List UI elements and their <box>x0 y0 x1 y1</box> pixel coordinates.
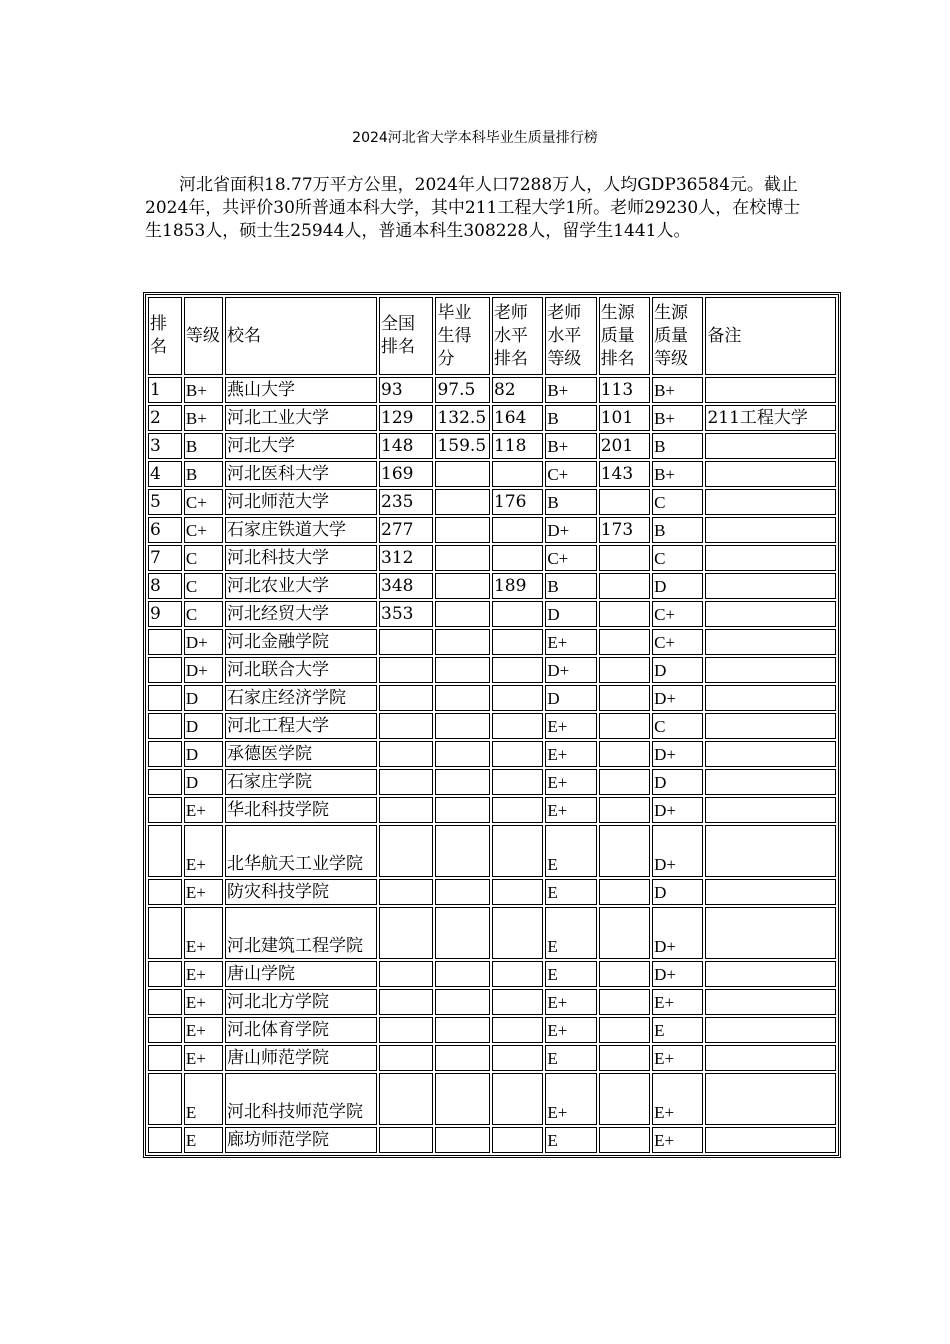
cell-national-rank <box>379 685 433 711</box>
cell-grade: B <box>184 433 223 459</box>
cell-school-name: 河北北方学院 <box>225 989 377 1015</box>
cell-student-quality-rank <box>599 601 650 627</box>
table-row <box>148 797 836 823</box>
cell-student-quality-rank <box>599 1017 650 1043</box>
cell-teacher-rank <box>492 601 543 627</box>
cell-teacher-rank <box>492 769 543 795</box>
header-student-quality-rank: 生源质量排名 <box>599 297 650 375</box>
cell-grade: E <box>184 1073 223 1125</box>
cell-student-quality-grade: C <box>652 489 703 515</box>
cell-grade: C <box>184 545 223 571</box>
cell-grade: E+ <box>184 1017 223 1043</box>
table-row <box>148 489 836 515</box>
cell-national-rank <box>379 879 433 905</box>
cell-school-name: 承德医学院 <box>225 741 377 767</box>
cell-student-quality-grade: D <box>652 573 703 599</box>
cell-school-name: 河北工程大学 <box>225 713 377 739</box>
cell-student-quality-rank <box>599 629 650 655</box>
table-row <box>148 377 836 403</box>
cell-teacher-grade: B <box>545 489 596 515</box>
cell-school-name: 防灾科技学院 <box>225 879 377 905</box>
cell-graduate-score: 132.5 <box>435 405 489 431</box>
cell-rank <box>148 825 182 877</box>
cell-graduate-score <box>435 879 489 905</box>
cell-graduate-score <box>435 573 489 599</box>
cell-school-name: 河北建筑工程学院 <box>225 907 377 959</box>
ranking-table <box>143 292 841 1158</box>
cell-grade: E+ <box>184 907 223 959</box>
cell-student-quality-grade: D+ <box>652 685 703 711</box>
cell-student-quality-grade: E+ <box>652 989 703 1015</box>
cell-teacher-rank <box>492 741 543 767</box>
cell-rank <box>148 797 182 823</box>
cell-student-quality-rank <box>599 989 650 1015</box>
table-row <box>148 961 836 987</box>
table-row <box>148 1017 836 1043</box>
cell-grade: D <box>184 769 223 795</box>
table-row <box>148 1073 836 1125</box>
header-grade: 等级 <box>184 297 223 375</box>
table-row <box>148 545 836 571</box>
cell-national-rank: 129 <box>379 405 433 431</box>
cell-grade: D+ <box>184 657 223 683</box>
cell-grade: E <box>184 1127 223 1153</box>
cell-graduate-score <box>435 907 489 959</box>
table-row <box>148 1045 836 1071</box>
cell-national-rank <box>379 741 433 767</box>
cell-remark <box>705 1127 836 1153</box>
table-row <box>148 741 836 767</box>
cell-teacher-grade: E <box>545 879 596 905</box>
cell-teacher-rank <box>492 1073 543 1125</box>
cell-graduate-score <box>435 1017 489 1043</box>
cell-teacher-grade: D+ <box>545 517 596 543</box>
cell-rank <box>148 1045 182 1071</box>
cell-teacher-grade: E+ <box>545 1073 596 1125</box>
cell-remark <box>705 961 836 987</box>
cell-student-quality-grade: B+ <box>652 405 703 431</box>
cell-national-rank: 348 <box>379 573 433 599</box>
cell-national-rank: 277 <box>379 517 433 543</box>
cell-teacher-grade: E+ <box>545 797 596 823</box>
cell-graduate-score <box>435 601 489 627</box>
cell-student-quality-rank: 143 <box>599 461 650 487</box>
cell-remark <box>705 601 836 627</box>
cell-remark <box>705 1073 836 1125</box>
cell-school-name: 北华航天工业学院 <box>225 825 377 877</box>
cell-rank: 9 <box>148 601 182 627</box>
cell-rank: 7 <box>148 545 182 571</box>
cell-remark: 211工程大学 <box>705 405 836 431</box>
cell-remark <box>705 989 836 1015</box>
cell-teacher-grade: E <box>545 1045 596 1071</box>
cell-student-quality-grade: E+ <box>652 1127 703 1153</box>
cell-student-quality-rank <box>599 489 650 515</box>
cell-remark <box>705 461 836 487</box>
cell-student-quality-rank <box>599 1073 650 1125</box>
table-row <box>148 433 836 459</box>
cell-graduate-score <box>435 489 489 515</box>
cell-school-name: 河北金融学院 <box>225 629 377 655</box>
cell-school-name: 河北经贸大学 <box>225 601 377 627</box>
cell-student-quality-grade: E+ <box>652 1045 703 1071</box>
cell-grade: D <box>184 741 223 767</box>
cell-remark <box>705 1045 836 1071</box>
cell-school-name: 燕山大学 <box>225 377 377 403</box>
cell-remark <box>705 741 836 767</box>
table-row <box>148 657 836 683</box>
cell-teacher-grade: E+ <box>545 629 596 655</box>
table-row <box>148 825 836 877</box>
cell-teacher-rank <box>492 629 543 655</box>
cell-national-rank <box>379 797 433 823</box>
cell-remark <box>705 573 836 599</box>
cell-remark <box>705 377 836 403</box>
cell-student-quality-grade: C+ <box>652 601 703 627</box>
cell-school-name: 石家庄经济学院 <box>225 685 377 711</box>
cell-teacher-rank <box>492 907 543 959</box>
cell-teacher-grade: E <box>545 907 596 959</box>
cell-teacher-rank <box>492 657 543 683</box>
cell-teacher-grade: C+ <box>545 461 596 487</box>
table-row <box>148 713 836 739</box>
header-student-quality-grade: 生源质量等级 <box>652 297 703 375</box>
table-row <box>148 879 836 905</box>
cell-teacher-rank <box>492 825 543 877</box>
cell-grade: B+ <box>184 405 223 431</box>
table-row <box>148 405 836 431</box>
cell-remark <box>705 879 836 905</box>
cell-rank: 8 <box>148 573 182 599</box>
cell-teacher-rank <box>492 961 543 987</box>
cell-remark <box>705 545 836 571</box>
cell-rank <box>148 657 182 683</box>
cell-student-quality-rank <box>599 545 650 571</box>
cell-grade: E+ <box>184 1045 223 1071</box>
cell-student-quality-grade: B <box>652 517 703 543</box>
cell-graduate-score <box>435 769 489 795</box>
cell-graduate-score <box>435 1073 489 1125</box>
cell-teacher-grade: E+ <box>545 1017 596 1043</box>
cell-graduate-score <box>435 741 489 767</box>
cell-student-quality-rank <box>599 907 650 959</box>
cell-national-rank: 93 <box>379 377 433 403</box>
cell-student-quality-rank <box>599 879 650 905</box>
table-row <box>148 685 836 711</box>
cell-teacher-grade: E <box>545 1127 596 1153</box>
cell-school-name: 河北大学 <box>225 433 377 459</box>
cell-rank <box>148 741 182 767</box>
cell-graduate-score <box>435 657 489 683</box>
cell-rank <box>148 685 182 711</box>
cell-teacher-rank <box>492 461 543 487</box>
cell-rank <box>148 713 182 739</box>
cell-remark <box>705 629 836 655</box>
table-row <box>148 629 836 655</box>
cell-graduate-score <box>435 989 489 1015</box>
header-teacher-grade: 老师水平等级 <box>545 297 596 375</box>
cell-grade: C <box>184 573 223 599</box>
cell-grade: D <box>184 685 223 711</box>
cell-remark <box>705 797 836 823</box>
cell-grade: C+ <box>184 517 223 543</box>
cell-national-rank: 312 <box>379 545 433 571</box>
document-title: 2024河北省大学本科毕业生质量排行榜 <box>352 130 598 146</box>
table-header-row <box>148 297 836 375</box>
cell-school-name: 华北科技学院 <box>225 797 377 823</box>
cell-teacher-rank: 176 <box>492 489 543 515</box>
cell-graduate-score <box>435 461 489 487</box>
cell-teacher-rank <box>492 797 543 823</box>
cell-grade: C+ <box>184 489 223 515</box>
cell-graduate-score <box>435 629 489 655</box>
cell-student-quality-rank <box>599 961 650 987</box>
cell-student-quality-rank <box>599 797 650 823</box>
cell-grade: E+ <box>184 989 223 1015</box>
cell-student-quality-grade: E+ <box>652 1073 703 1125</box>
cell-teacher-rank <box>492 1017 543 1043</box>
cell-national-rank <box>379 657 433 683</box>
cell-national-rank <box>379 713 433 739</box>
cell-student-quality-grade: D <box>652 657 703 683</box>
cell-teacher-grade: D+ <box>545 657 596 683</box>
cell-student-quality-grade: D+ <box>652 741 703 767</box>
cell-teacher-rank: 189 <box>492 573 543 599</box>
cell-school-name: 河北科技师范学院 <box>225 1073 377 1125</box>
cell-grade: E+ <box>184 797 223 823</box>
cell-remark <box>705 433 836 459</box>
table-row <box>148 573 836 599</box>
cell-student-quality-rank: 113 <box>599 377 650 403</box>
cell-student-quality-rank <box>599 657 650 683</box>
cell-national-rank: 353 <box>379 601 433 627</box>
table-row <box>148 769 836 795</box>
cell-student-quality-rank <box>599 1127 650 1153</box>
cell-student-quality-grade: D+ <box>652 907 703 959</box>
cell-rank: 1 <box>148 377 182 403</box>
cell-rank <box>148 989 182 1015</box>
cell-rank <box>148 1017 182 1043</box>
cell-grade: B <box>184 461 223 487</box>
cell-school-name: 廊坊师范学院 <box>225 1127 377 1153</box>
cell-student-quality-grade: B+ <box>652 377 703 403</box>
cell-remark <box>705 1017 836 1043</box>
cell-teacher-rank <box>492 1045 543 1071</box>
cell-rank <box>148 907 182 959</box>
cell-grade: E+ <box>184 879 223 905</box>
cell-student-quality-rank <box>599 1045 650 1071</box>
cell-graduate-score <box>435 685 489 711</box>
cell-national-rank: 235 <box>379 489 433 515</box>
cell-national-rank <box>379 1045 433 1071</box>
cell-teacher-grade: B+ <box>545 433 596 459</box>
table-row <box>148 1127 836 1153</box>
cell-grade: C <box>184 601 223 627</box>
cell-teacher-rank <box>492 685 543 711</box>
cell-school-name: 唐山学院 <box>225 961 377 987</box>
cell-student-quality-rank <box>599 685 650 711</box>
header-school-name: 校名 <box>225 297 377 375</box>
cell-remark <box>705 657 836 683</box>
cell-student-quality-rank <box>599 825 650 877</box>
header-rank: 排名 <box>148 297 182 375</box>
table-row <box>148 461 836 487</box>
cell-grade: D <box>184 713 223 739</box>
cell-student-quality-grade: D <box>652 879 703 905</box>
cell-student-quality-rank <box>599 713 650 739</box>
cell-student-quality-rank: 173 <box>599 517 650 543</box>
cell-graduate-score <box>435 713 489 739</box>
cell-rank: 3 <box>148 433 182 459</box>
cell-student-quality-grade: E <box>652 1017 703 1043</box>
cell-student-quality-grade: D+ <box>652 825 703 877</box>
cell-rank: 5 <box>148 489 182 515</box>
cell-national-rank <box>379 825 433 877</box>
cell-graduate-score <box>435 825 489 877</box>
cell-student-quality-rank <box>599 573 650 599</box>
cell-remark <box>705 825 836 877</box>
cell-remark <box>705 685 836 711</box>
cell-remark <box>705 517 836 543</box>
cell-student-quality-rank: 201 <box>599 433 650 459</box>
cell-teacher-rank <box>492 517 543 543</box>
cell-teacher-rank <box>492 1127 543 1153</box>
cell-teacher-grade: E <box>545 961 596 987</box>
cell-teacher-rank: 82 <box>492 377 543 403</box>
cell-rank <box>148 629 182 655</box>
cell-remark <box>705 769 836 795</box>
cell-graduate-score <box>435 1045 489 1071</box>
header-national-rank: 全国排名 <box>379 297 433 375</box>
cell-teacher-grade: E+ <box>545 713 596 739</box>
cell-school-name: 河北联合大学 <box>225 657 377 683</box>
cell-national-rank <box>379 769 433 795</box>
cell-graduate-score <box>435 545 489 571</box>
cell-teacher-rank <box>492 989 543 1015</box>
cell-national-rank <box>379 961 433 987</box>
cell-student-quality-grade: B+ <box>652 461 703 487</box>
cell-remark <box>705 713 836 739</box>
cell-graduate-score <box>435 797 489 823</box>
cell-teacher-grade: B <box>545 573 596 599</box>
cell-school-name: 河北工业大学 <box>225 405 377 431</box>
cell-graduate-score <box>435 517 489 543</box>
cell-teacher-grade: E+ <box>545 989 596 1015</box>
cell-national-rank: 148 <box>379 433 433 459</box>
cell-student-quality-rank: 101 <box>599 405 650 431</box>
cell-teacher-rank <box>492 545 543 571</box>
cell-student-quality-grade: C+ <box>652 629 703 655</box>
table-row <box>148 517 836 543</box>
cell-teacher-grade: D <box>545 685 596 711</box>
cell-teacher-grade: E <box>545 825 596 877</box>
cell-graduate-score: 159.5 <box>435 433 489 459</box>
cell-rank <box>148 1127 182 1153</box>
cell-school-name: 河北科技大学 <box>225 545 377 571</box>
cell-teacher-grade: E+ <box>545 769 596 795</box>
cell-teacher-rank <box>492 713 543 739</box>
cell-student-quality-rank <box>599 741 650 767</box>
intro-paragraph: 河北省面积18.77万平方公里，2024年人口7288万人，人均GDP36584元。截止2024年，共评价30所普通本科大学，其中211工程大学1所。老师29230人，在校博士生1853人，硕士生25944人，普通本科生308228人，留学生1441人。 <box>145 175 801 241</box>
cell-teacher-grade: D <box>545 601 596 627</box>
cell-teacher-grade: E+ <box>545 741 596 767</box>
cell-national-rank <box>379 1127 433 1153</box>
cell-teacher-rank: 118 <box>492 433 543 459</box>
cell-teacher-grade: C+ <box>545 545 596 571</box>
cell-student-quality-grade: C <box>652 713 703 739</box>
table-row <box>148 907 836 959</box>
cell-rank: 2 <box>148 405 182 431</box>
header-teacher-rank: 老师水平排名 <box>492 297 543 375</box>
cell-school-name: 河北体育学院 <box>225 1017 377 1043</box>
cell-graduate-score <box>435 1127 489 1153</box>
cell-student-quality-grade: B <box>652 433 703 459</box>
cell-rank: 4 <box>148 461 182 487</box>
cell-school-name: 唐山师范学院 <box>225 1045 377 1071</box>
cell-student-quality-grade: D+ <box>652 961 703 987</box>
header-remark: 备注 <box>705 297 836 375</box>
cell-grade: E+ <box>184 961 223 987</box>
cell-school-name: 河北农业大学 <box>225 573 377 599</box>
cell-teacher-rank: 164 <box>492 405 543 431</box>
cell-student-quality-grade: D+ <box>652 797 703 823</box>
cell-teacher-grade: B+ <box>545 377 596 403</box>
cell-grade: D+ <box>184 629 223 655</box>
cell-rank <box>148 879 182 905</box>
cell-graduate-score: 97.5 <box>435 377 489 403</box>
cell-grade: E+ <box>184 825 223 877</box>
cell-school-name: 河北医科大学 <box>225 461 377 487</box>
cell-teacher-rank <box>492 879 543 905</box>
cell-graduate-score <box>435 961 489 987</box>
cell-national-rank <box>379 907 433 959</box>
cell-rank <box>148 961 182 987</box>
cell-national-rank <box>379 1017 433 1043</box>
cell-rank: 6 <box>148 517 182 543</box>
cell-student-quality-rank <box>599 769 650 795</box>
cell-grade: B+ <box>184 377 223 403</box>
cell-teacher-grade: B <box>545 405 596 431</box>
table-row <box>148 601 836 627</box>
cell-rank <box>148 769 182 795</box>
cell-national-rank: 169 <box>379 461 433 487</box>
cell-student-quality-grade: C <box>652 545 703 571</box>
table-row <box>148 989 836 1015</box>
cell-remark <box>705 489 836 515</box>
cell-student-quality-grade: D <box>652 769 703 795</box>
cell-rank <box>148 1073 182 1125</box>
cell-national-rank <box>379 629 433 655</box>
cell-remark <box>705 907 836 959</box>
cell-national-rank <box>379 1073 433 1125</box>
header-graduate-score: 毕业生得分 <box>435 297 489 375</box>
cell-school-name: 河北师范大学 <box>225 489 377 515</box>
cell-national-rank <box>379 989 433 1015</box>
cell-school-name: 石家庄学院 <box>225 769 377 795</box>
cell-school-name: 石家庄铁道大学 <box>225 517 377 543</box>
